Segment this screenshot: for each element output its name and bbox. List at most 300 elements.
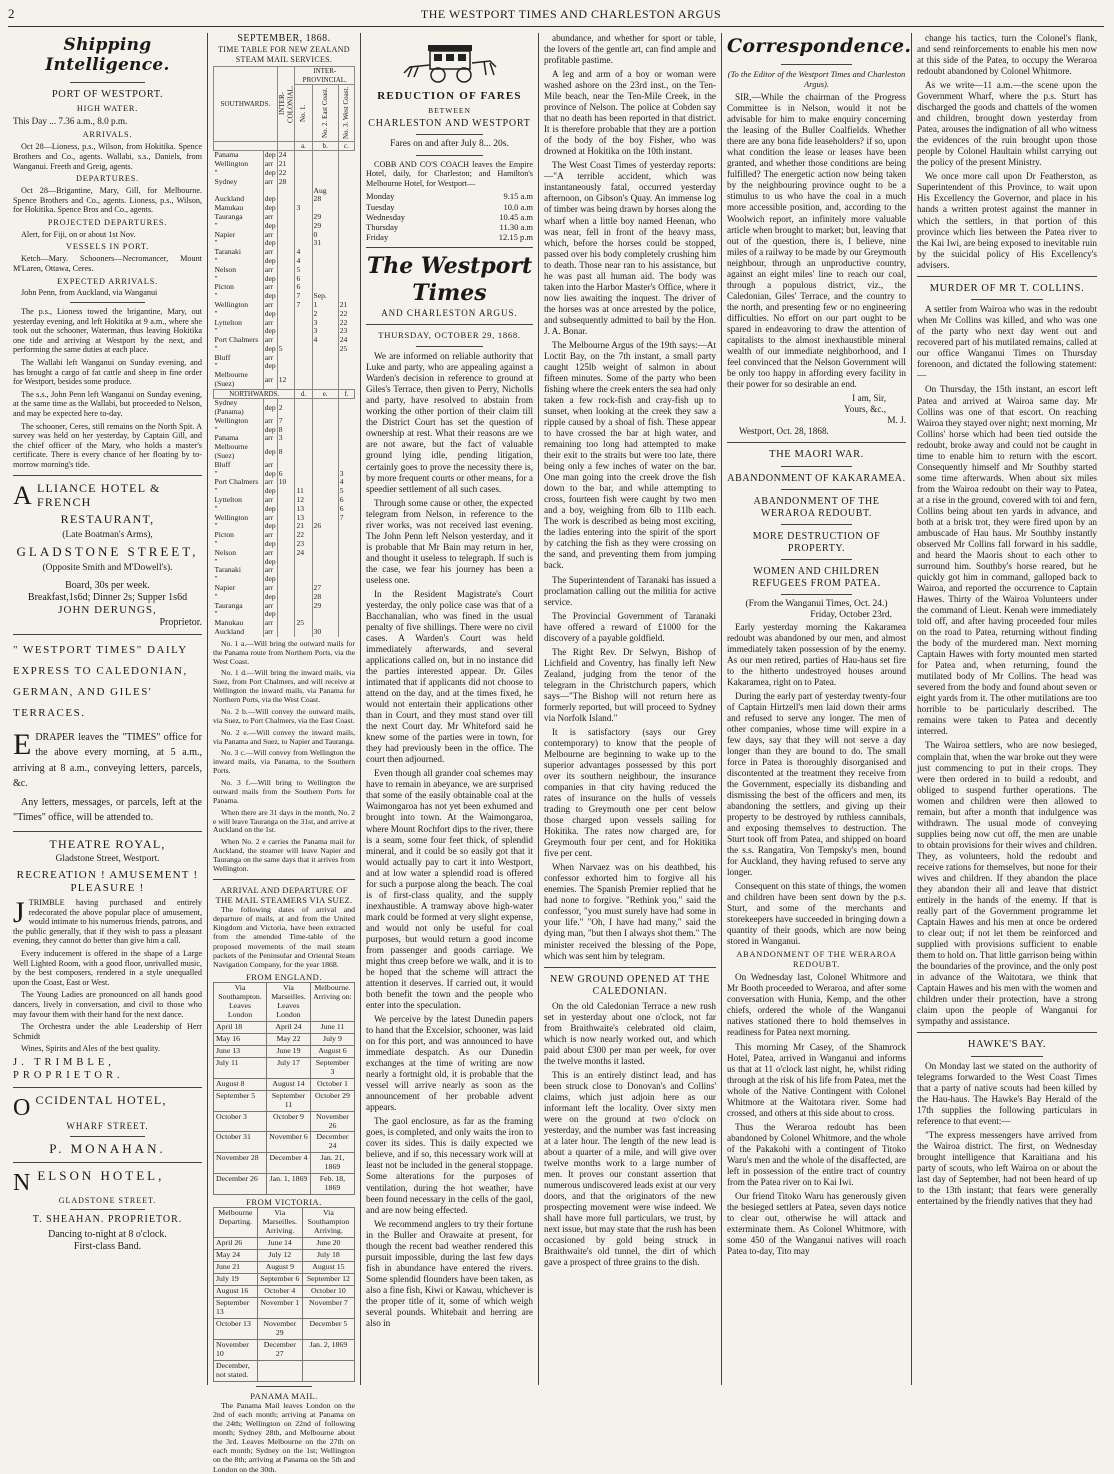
table-cell: Bluff (214, 459, 231, 469)
table-cell (312, 434, 338, 443)
paragraph: The Wairoa settlers, who are now besieged, complain that, when the war broke out they were just commencing to put in their crops. They were then ordered in to build a redoubt, and obliged to suspend further operations. The women and children were then allowed to remain, but after a month that indulgence was withdrawn. The usual mode of conveying supplies being now cut off, the men are unable to obtain provisions for their wives and children. They, as volunteers, hold the redoubt and receive rations for themselves, but none for their wives and children. If they abandon the place they abandon their all and leave that district entirely in the hands of the enemy. If that is really part of the Government programme let Captain Hawes and his men at once be ordered to clear out; if not let them be reinforced and supplied with provisions sufficient to enable them to hold on. That little garrison being within the boundaries of the province, and the only post in advance of the Waitotara, we think that Captain Hawes and his men with the women and children under their protection, have a strong claim upon the people of Wanganui for sympathy and assistance. (917, 740, 1097, 1027)
table-cell: December 5 (302, 1318, 354, 1339)
table-cell: dep (264, 424, 276, 434)
fares-title: REDUCTION OF FARES (377, 90, 522, 102)
table-cell: 9.15 a.m (503, 191, 533, 202)
table-cell: " (214, 308, 218, 318)
table-row (214, 1360, 355, 1381)
table-cell: Tauranga (214, 211, 243, 221)
table-cell: " (214, 503, 218, 513)
table-cell: Taranaki (214, 247, 241, 257)
theatre-text: The Orchestra under the able Leadership of Herr Schmidt (13, 1022, 202, 1041)
table-row (214, 1286, 355, 1298)
table-row (214, 1174, 355, 1195)
nelson-hotel-ad (13, 1168, 202, 1254)
table-cell: October 13 (214, 1318, 258, 1339)
table-cell: arr (263, 266, 277, 275)
paragraph: We once more call upon Dr Featherston, as Superintendent of this Province, to wait upon His Excellency the Governor, and place in his hands a written protest against the manner in which the settlers, in that portion of this province which lies between the Patea river to the Kai Iwi, are being exposed to inevitable ruin by the suicidal policy of His Excellency's advisers. (917, 171, 1097, 270)
table-cell (338, 443, 354, 461)
table-cell (312, 371, 338, 389)
table-cell: Wellington (214, 512, 249, 522)
table-cell (277, 319, 295, 328)
paragraph: The Provincial Government of Taranaki have offered a reward of £1000 for the discovery of a payable goldfield. (544, 610, 716, 643)
table-cell: " (214, 468, 218, 478)
table-cell: Port Chalmers (214, 335, 259, 345)
coach-text: COBB AND CO'S COACH leaves the Empire Hotel, daily, for Charleston; and Hamilton's Melbourne Hotel, for Westport— (366, 159, 533, 188)
paragraph: It is satisfactory (says our Grey contemporary) to know that the people of Melbourne are beginning to wake up to the superior advantages possessed by this port over its southern neighbour, the insurance companies in that city having reduced the rates of insurance on the hulls of vessels trading to Greymouth one per cent below those charged upon vessels sailing for Hokitika. The rates now charged are, for Greymouth four per cent, and for Hokitika five per cent. (544, 726, 716, 859)
table-cell (312, 417, 338, 426)
table-cell: 4 (295, 257, 312, 266)
table-cell: 24 (277, 151, 295, 160)
letter-date: Westport, Oct. 28, 1868. (739, 426, 829, 437)
theatre-text: TRIMBLE having purchased and entirely redecorated the above popular place of amusement, would intimate to his numerous friends, patrons, and the public generally, that if they wish to pass a pleasant evening, they cannot do better than give him a call. (13, 898, 202, 946)
alliance-board: Board, 30s per week. (65, 580, 150, 592)
divider (971, 299, 1043, 300)
header-letter: c. (338, 141, 354, 150)
divider (13, 475, 202, 476)
table-cell (295, 575, 312, 584)
table-cell (295, 593, 312, 602)
table-cell: arr (263, 417, 277, 426)
divider (70, 1209, 146, 1210)
table-row (214, 522, 355, 531)
table-cell: Nelson (214, 547, 237, 557)
table-cell (277, 558, 295, 567)
table-row (214, 1033, 355, 1045)
table-cell (338, 248, 354, 257)
table-cell: September 3 (310, 1057, 354, 1078)
table-cell (277, 204, 295, 213)
table-cell: April 18 (214, 1021, 267, 1033)
header-letter: a. (295, 141, 312, 150)
table-cell: " (214, 609, 218, 619)
table-row (214, 1057, 355, 1078)
table-cell (312, 549, 338, 558)
divider (213, 879, 355, 880)
war-heading: ABANDONMENT OF KAKARAMEA. (727, 472, 906, 484)
table-row (214, 461, 355, 470)
table-cell: dep (264, 203, 276, 213)
paragraph: The gaol enclosure, as far as the framing goes, is completed, and only waits the iron to cover its sides. This is daily expected we believe, and if so, this necessary work will at least not be included in the general stoppage. Some alterations for the purposes of ventilation, during the hot weather, have been found necessary in the cells of the gaol, and are now being effected. (366, 1116, 533, 1215)
table-cell (312, 345, 338, 354)
paragraph: We perceive by the latest Dunedin papers to hand that the Excelsior, schooner, was laid on for this port, and was announced to have immediate despatch. As our Dunedin exchanges at the time of writing are now nearly a fortnight old, it is probable that the vessel will arrive nearly as soon as the announcement of her probable advent appears. (366, 1014, 533, 1113)
paragraph: No. 3 c.—Will convey from Wellington the inward mails, via Panama, to the Southern Ports. (213, 748, 355, 776)
table-cell: 27 (312, 584, 338, 593)
suez-text: The following dates of arrival and departure of mails, at and from the United Kingdom and Victoria, have been extracted from the amended Time-table of the proposed movements of the mail steam packets of the Peninsular and Oriental Steam Navigation Company, for the year 1868. (213, 905, 355, 969)
table-cell (277, 301, 295, 310)
table-cell: Lyttelton (214, 495, 242, 505)
column-4 (539, 33, 722, 1385)
divider (366, 324, 533, 325)
table-cell: 8 (277, 443, 295, 461)
table-row (214, 248, 355, 257)
table-row (214, 443, 355, 461)
table-cell (295, 371, 312, 389)
drop-cap: O (13, 1095, 32, 1122)
table-row (214, 1339, 355, 1360)
table-cell: 2 (312, 310, 338, 319)
table-cell: August 16 (214, 1286, 258, 1298)
murder-title: MURDER OF MR T. COLLINS. (929, 282, 1085, 294)
table-cell: " (214, 238, 218, 248)
table-cell (338, 283, 354, 292)
table-cell: Jan. 21, 1869 (310, 1153, 354, 1174)
table-cell: Manukau (214, 203, 244, 213)
departures-text: Oct 28—Brigantine, Mary, Gill, for Melbourne. Spence Brothers and Co., agents. Lioness, p.s., Wilson, for Hokitika. Spence Bros and Co., agents. (13, 186, 202, 215)
table-row (214, 566, 355, 575)
table-cell: 4 (338, 478, 354, 487)
table-row (214, 319, 355, 328)
coach-icon (400, 37, 500, 87)
table-row (214, 1045, 355, 1057)
table-cell: arr (263, 213, 277, 222)
new-ground-paragraphs (544, 1001, 716, 1269)
occidental-street: WHARF STREET. (66, 1121, 149, 1132)
table-cell: 5 (277, 345, 295, 354)
letter-text (727, 92, 906, 390)
table-cell: dep (264, 220, 276, 230)
paragraph: When there are 31 days in the month, No. 2 e will leave Tauranga on the 31st, and arrive at Auckland on the 1st. (213, 807, 355, 835)
table-cell (338, 178, 354, 187)
nelson-dancing: Dancing to-night at 8 o'clock. (48, 1229, 167, 1241)
table-cell (312, 266, 338, 275)
table-cell: 6 (295, 275, 312, 284)
table-cell: December 27 (257, 1339, 302, 1360)
table-cell: 29 (312, 213, 338, 222)
header-letter: d. (295, 389, 312, 398)
table-cell: 29 (312, 602, 338, 611)
table-cell: " (214, 361, 218, 371)
table-cell (338, 610, 354, 619)
table-row (214, 399, 355, 417)
table-cell: Bluff (214, 352, 231, 362)
table-cell (338, 566, 354, 575)
table-cell: August 8 (214, 1078, 267, 1090)
header-letter: b. (312, 141, 338, 150)
table-cell: arr (263, 371, 277, 389)
divider (13, 831, 202, 832)
table-cell: Wellington (214, 159, 249, 169)
table-cell: 24 (338, 336, 354, 345)
arrivals-text: Oct 28—Lioness, p.s., Wilson, from Hokitika. Spence Brothers and Co., agents. Wallabi, s.s., Daniels, from Wanganui. Freeth and Greig, agents. (13, 142, 202, 171)
table-cell: June 14 (257, 1238, 302, 1250)
table-cell (338, 362, 354, 371)
table-cell (338, 531, 354, 540)
table-cell: 12.15 p.m (498, 232, 533, 243)
table-cell: " (214, 521, 218, 531)
table-cell: " (214, 424, 218, 434)
paragraph: SIR,—While the chairman of the Progress Committee is in Nelson, would it not be advisable for him to make enquiry concerning the leasing of the Buller Coalfields. Whether there are any bona fide leaseholders? if so, upon what condition the lease or leases have been granted, and whether those conditions are being fulfilled? The energetic action now being taken by the neighbouring province ought to be a stimulus to us who have the coal in a much more accessible position, and, according to the Woolwich report, an infinitely more valuable article when brought to market; but, leaving that out of the question, there is, I believe, nine miles of a railway to be made by our Greymouth neighbour, through an unproductive country, against an eight miles' line to reach our coal, through a populous district, viz., the Caledonian, Giles' Terrace, and the country to the north, and presenting few or no engineering difficulties. No effort on our part ought to be spared in endeavoring to draw the attention of capitalists to the almost inexhaustible mineral wealth of our immediate neighborhood, and I feel convinced that the Nelson Government will be only too happy in affording every facility in their power for so desirable an end. (727, 92, 906, 389)
table-cell (338, 169, 354, 178)
table-cell: Taranaki (214, 565, 241, 575)
table-cell: December 24 (310, 1132, 354, 1153)
table-cell: 1 (312, 301, 338, 310)
table-cell: November 7 (302, 1297, 354, 1318)
table-cell (312, 487, 338, 496)
table-cell (277, 195, 295, 204)
coach-schedule (366, 191, 533, 242)
table-row (214, 275, 355, 284)
table-cell: Napier (214, 229, 236, 239)
table-cell (338, 231, 354, 240)
divider (416, 155, 483, 156)
table-cell: arr (263, 628, 277, 637)
table-cell: 28 (312, 593, 338, 602)
table-cell: April 26 (214, 1238, 258, 1250)
table-cell: 13 (295, 505, 312, 514)
table-cell: November 1 (257, 1297, 302, 1318)
paragraph: On Monday last we stated on the authority of telegrams forwarded to the West Coast Times that a party of native scouts had been killed by the Hau-haus. The Hawke's Bay Herald of the 17th supplies the following particulars in reference to that event:— (917, 1060, 1097, 1127)
table-row (214, 1090, 355, 1111)
table-cell: May 16 (214, 1033, 267, 1045)
table-cell: arr (263, 478, 277, 487)
table-cell (295, 151, 312, 160)
table-cell (312, 443, 338, 461)
editorial-paragraphs (366, 351, 533, 1329)
table-cell: Panama (214, 433, 239, 443)
table-cell (338, 222, 354, 231)
paragraph: The Superintendent of Taranaki has issued a proclamation calling out the militia for active service. (544, 574, 716, 607)
divider (13, 634, 202, 635)
column-header: Via Marseilles. Leaves London (267, 983, 311, 1022)
table-cell (295, 443, 312, 461)
column-3 (361, 33, 539, 1385)
divider (416, 346, 483, 347)
divider (781, 466, 853, 467)
table-cell (312, 275, 338, 284)
table-cell: dep (264, 521, 276, 531)
table-cell: 21 (338, 301, 354, 310)
table-cell (277, 549, 295, 558)
table-cell: November 26 (310, 1111, 354, 1132)
alliance-role: Proprietor. (159, 617, 202, 629)
table-cell (277, 292, 295, 301)
table-cell (312, 566, 338, 575)
table-cell: July 17 (267, 1057, 311, 1078)
paragraph: "The express messengers have arrived from the Wairoa district. The first, on Wednesday brought intelligence that Karaitiana and his party of scouts, who left Wairoa on or about the last day of September, had not been heard of up to the 13th instant; that fears were generally entertained by the friendly natives that they had (917, 1130, 1097, 1207)
table-cell: 7 (277, 417, 295, 426)
divider (366, 247, 533, 248)
suez-title: ARRIVAL AND DEPARTURE OF THE MAIL STEAMERS VIA SUEZ. (215, 884, 353, 905)
table-cell: Wellington (214, 299, 249, 309)
table-cell (312, 540, 338, 549)
table-cell: dep (264, 273, 276, 283)
shipping-heading: Shipping Intelligence. (45, 35, 170, 76)
table-cell: 3 (338, 470, 354, 479)
table-cell (312, 362, 338, 371)
table-cell: 22 (338, 319, 354, 328)
table-cell: dep (264, 574, 276, 584)
panama-text: The Panama Mail leaves London on the 2nd of each month; arriving at Panama on the 24th; Wellington on 22nd of following month; Sydney 28th, and Melbourne about the 3rd. Leaves Melbourne on the 27th on each month; Sydney on the 1st; Wellington on the 8th; arriving at Panama on the 5th and London on the 30th. (213, 1400, 355, 1474)
table-cell: " (214, 291, 218, 301)
table-row (366, 212, 533, 222)
divider (781, 594, 853, 595)
table-cell (295, 399, 312, 417)
express-text: DRAPER leaves the "TIMES" office for the above every morning, at 5 a.m., arriving at 8 a.m., conveying letters, parcels, &c. (13, 731, 202, 790)
alliance-location: (Opposite Smith and M'Dowell's). (42, 562, 173, 573)
table-cell (277, 275, 295, 284)
table-cell (338, 619, 354, 628)
letter-signature: M. J. (887, 415, 906, 426)
table-cell: arr (263, 178, 277, 187)
table-cell: arr (263, 584, 277, 593)
table-cell (338, 371, 354, 389)
table-cell: 11.30 a.m (499, 221, 533, 232)
table-row (214, 1078, 355, 1090)
table-cell: " (214, 326, 218, 336)
theatre-proprietor: J. TRIMBLE, PROPRIETOR. (13, 1056, 124, 1081)
table-cell: 11 (295, 487, 312, 496)
table-cell (338, 151, 354, 160)
table-cell (295, 319, 312, 328)
theatre-slogan: RECREATION ! AMUSEMENT ! PLEASURE ! (16, 868, 199, 894)
divider (781, 559, 853, 560)
table-cell: dep (264, 238, 276, 248)
paragraph: When Narvaez was on his deathbed, his confessor exhorted him to forgive all his enemies. The Spanish Premier replied that he had none to forgive. "Rethink you," said the confessor, "you must surely have had some in your life." "Oh, I have had many," said the dying man, "but then I always shot them." The minister received the blessing of the Pope, which was sent him by telegram. (544, 862, 716, 961)
header-inter-colonial: INTER-COLONIAL. (277, 85, 295, 123)
table-cell: Napier (214, 583, 236, 592)
table-cell: Feb. 18, 1869 (310, 1174, 354, 1195)
nelson-street: GLADSTONE STREET. (58, 1195, 157, 1205)
table-cell: 10.0 a.m (503, 201, 533, 212)
alliance-subtitle: RESTAURANT, (60, 512, 155, 527)
table-cell: 22 (277, 169, 295, 178)
table-cell: 7 (338, 514, 354, 523)
header-southwards: SOUTHWARDS. (214, 67, 278, 142)
table-cell (338, 426, 354, 435)
alliance-meals: Breakfast,1s6d; Dinner 2s; Supper 1s6d (27, 592, 188, 604)
table-row (366, 222, 533, 232)
table-cell (277, 496, 295, 505)
table-cell: October 3 (214, 1111, 267, 1132)
arrivals-label: ARRIVALS. (82, 130, 133, 140)
projected-label: PROJECTED DEPARTURES. (47, 217, 168, 227)
nelson-band: First-class Band. (73, 1241, 142, 1253)
table-row (214, 549, 355, 558)
table-cell: " (214, 556, 218, 566)
timetable-notes (213, 640, 355, 874)
expected-label: EXPECTED ARRIVALS. (57, 276, 158, 286)
table-cell: " (214, 255, 218, 265)
table-cell (338, 558, 354, 567)
divider (256, 1386, 313, 1387)
shipping-news: The schooner, Ceres, still remains on the North Spit. A survey was held on her yesterday, by Captain Gill, and the chief officer of the Mary, who holds a master's certificate. There is every chance of her floating by to-morrow morning's tide. (13, 421, 202, 469)
table-cell (338, 540, 354, 549)
table-cell: arr (263, 549, 277, 558)
war-date: Friday, October 23rd. (810, 610, 892, 621)
table-cell (295, 213, 312, 222)
header-east-coast: No. 2. East Coast. (320, 87, 329, 139)
murder-paragraphs (917, 304, 1097, 1027)
table-cell: 29 (312, 222, 338, 231)
table-cell: Picton (214, 282, 234, 292)
table-cell (277, 575, 295, 584)
war-heading: WOMEN AND CHILDREN REFUGEES FROM PATEA. (752, 565, 881, 589)
table-cell: October 4 (257, 1286, 302, 1298)
theatre-text: Every inducement is offered in the shape of a Large Well Lighted Room, with a good floor, unrivalled music, by the best composers, rendered in a style unequalled upon the Coast, East or West. (13, 948, 202, 987)
table-cell: 24 (295, 549, 312, 558)
table-cell (277, 327, 295, 336)
table-cell (277, 505, 295, 514)
table-cell (295, 566, 312, 575)
table-cell: " (214, 273, 218, 283)
occidental-owner: P. MONAHAN. (49, 1140, 166, 1156)
divider (13, 1087, 202, 1088)
table-cell: arr (263, 354, 277, 363)
table-row (214, 628, 355, 637)
table-cell: Sydney (214, 176, 238, 186)
table-cell (295, 470, 312, 479)
table-cell: 6 (338, 496, 354, 505)
paper-subtitle: AND CHARLESTON ARGUS. (381, 308, 518, 319)
table-row (214, 1297, 355, 1318)
divider (70, 82, 146, 83)
table-cell: Sydney (Panama) (214, 398, 244, 417)
table-cell: arr (263, 160, 277, 169)
table-cell (295, 160, 312, 169)
table-cell: dep (264, 539, 276, 549)
table-cell: September 13 (214, 1297, 258, 1318)
table-cell (312, 160, 338, 169)
table-cell: 7 (295, 292, 312, 301)
table-cell: Thursday (366, 221, 399, 232)
express-text-2: Any letters, messages, or parcels, left at the "Times" office, will be attended to. (13, 796, 202, 824)
table-row (214, 266, 355, 275)
war-heading: MORE DESTRUCTION OF PROPERTY. (752, 530, 881, 554)
table-cell: 22 (338, 310, 354, 319)
table-cell: arr (263, 514, 277, 523)
table-cell (295, 426, 312, 435)
masthead-title: THE WESTPORT TIMES AND CHARLESTON ARGUS (420, 7, 722, 21)
table-cell (277, 522, 295, 531)
table-cell: November 28 (214, 1153, 267, 1174)
table-cell: September 12 (302, 1274, 354, 1286)
table-cell: " (214, 343, 218, 353)
paragraph: The Right Rev. Dr Selwyn, Bishop of Lichfield and Coventry, has finally left New Zealand, judging from the tenor of the telegram in the Christchurch papers, which says—"The Bishop will not return here as formerly reported, but will proceed to Sydney via Norfolk Island." (544, 646, 716, 723)
table-cell (295, 222, 312, 231)
paragraph: Our friend Titoko Waru has generously given the besieged settlers at Patea, seven days notice to clear out, otherwise he will attack and exterminate them. As Colonel Whitmore, with some 450 of the Wanganui natives will roach Patea to-day, Tito may (727, 1190, 906, 1257)
table-cell (312, 169, 338, 178)
table-cell: " (214, 486, 218, 496)
divider (70, 302, 146, 303)
table-cell (312, 531, 338, 540)
table-cell: arr (263, 301, 277, 310)
paragraph: This is an entirely distinct lead, and has been struck close to Donovan's and Collins' claims, which just adjoin here as our informant left the locality. Over sixty men were on the ground at two o'clock on yesterday, and the number was fast increasing at a later hour. The length of the new lead is about a quarter of a mile, and will give over twelve months work to a large number of men. It proves our constant assertion that numerous undiscovered leads exist at our very doors, and that the originators of the new prospecting movement were wise indeed. We shall have more full particulars, we trust, by next issue, but may state that the rush has been occasioned by gold being struck in Braithwaite's old tunnel, the dirt of which gave a prospect of three grains to the dish. (544, 1069, 716, 1268)
table-cell: August 6 (310, 1045, 354, 1057)
hawkes-bay-title: HAWKE'S BAY. (967, 1039, 1047, 1051)
table-cell: 5 (295, 266, 312, 275)
table-cell: 25 (338, 345, 354, 354)
table-cell (295, 336, 312, 345)
column-header: Via Southampton Arriving. (302, 1208, 354, 1238)
paragraph: On Wednesday last, Colonel Whitmore and Mr Booth proceeded to Weraroa, and after some conversation with Hunia, Kemp, and the other chiefs, ordered the whole of the Wanganui natives stationed there to hold themselves in readiness for Patea next morning. (727, 972, 906, 1038)
shipping-news: The Wallabi left Wanganui on Sunday evening, and has brought a cargo of fat cattle and sheep in fine order for Westport, besides some produce. (13, 358, 202, 387)
shipping-news: The s.s., John Penn left Wanganui on Sunday evening, at the same time as the Wallabi, but proceeded to Nelson, and may be expected here to-day. (13, 389, 202, 418)
table-cell: June 11 (310, 1021, 354, 1033)
table-cell: 3 (277, 434, 295, 443)
table-cell (312, 610, 338, 619)
table-cell: September 6 (257, 1274, 302, 1286)
table-cell (312, 505, 338, 514)
projected-text: Alert, for Fiji, on or about 1st Nov. (21, 229, 136, 239)
table-cell: Auckland (214, 194, 245, 204)
table-cell: 12 (277, 371, 295, 389)
divider (727, 442, 906, 443)
table-row (214, 1021, 355, 1033)
table-cell (295, 345, 312, 354)
table-cell: 31 (312, 239, 338, 248)
paragraph: abundance, and whether for sport or table, the lovers of the gentle art, can find ample and profitable pastime. (544, 33, 716, 66)
